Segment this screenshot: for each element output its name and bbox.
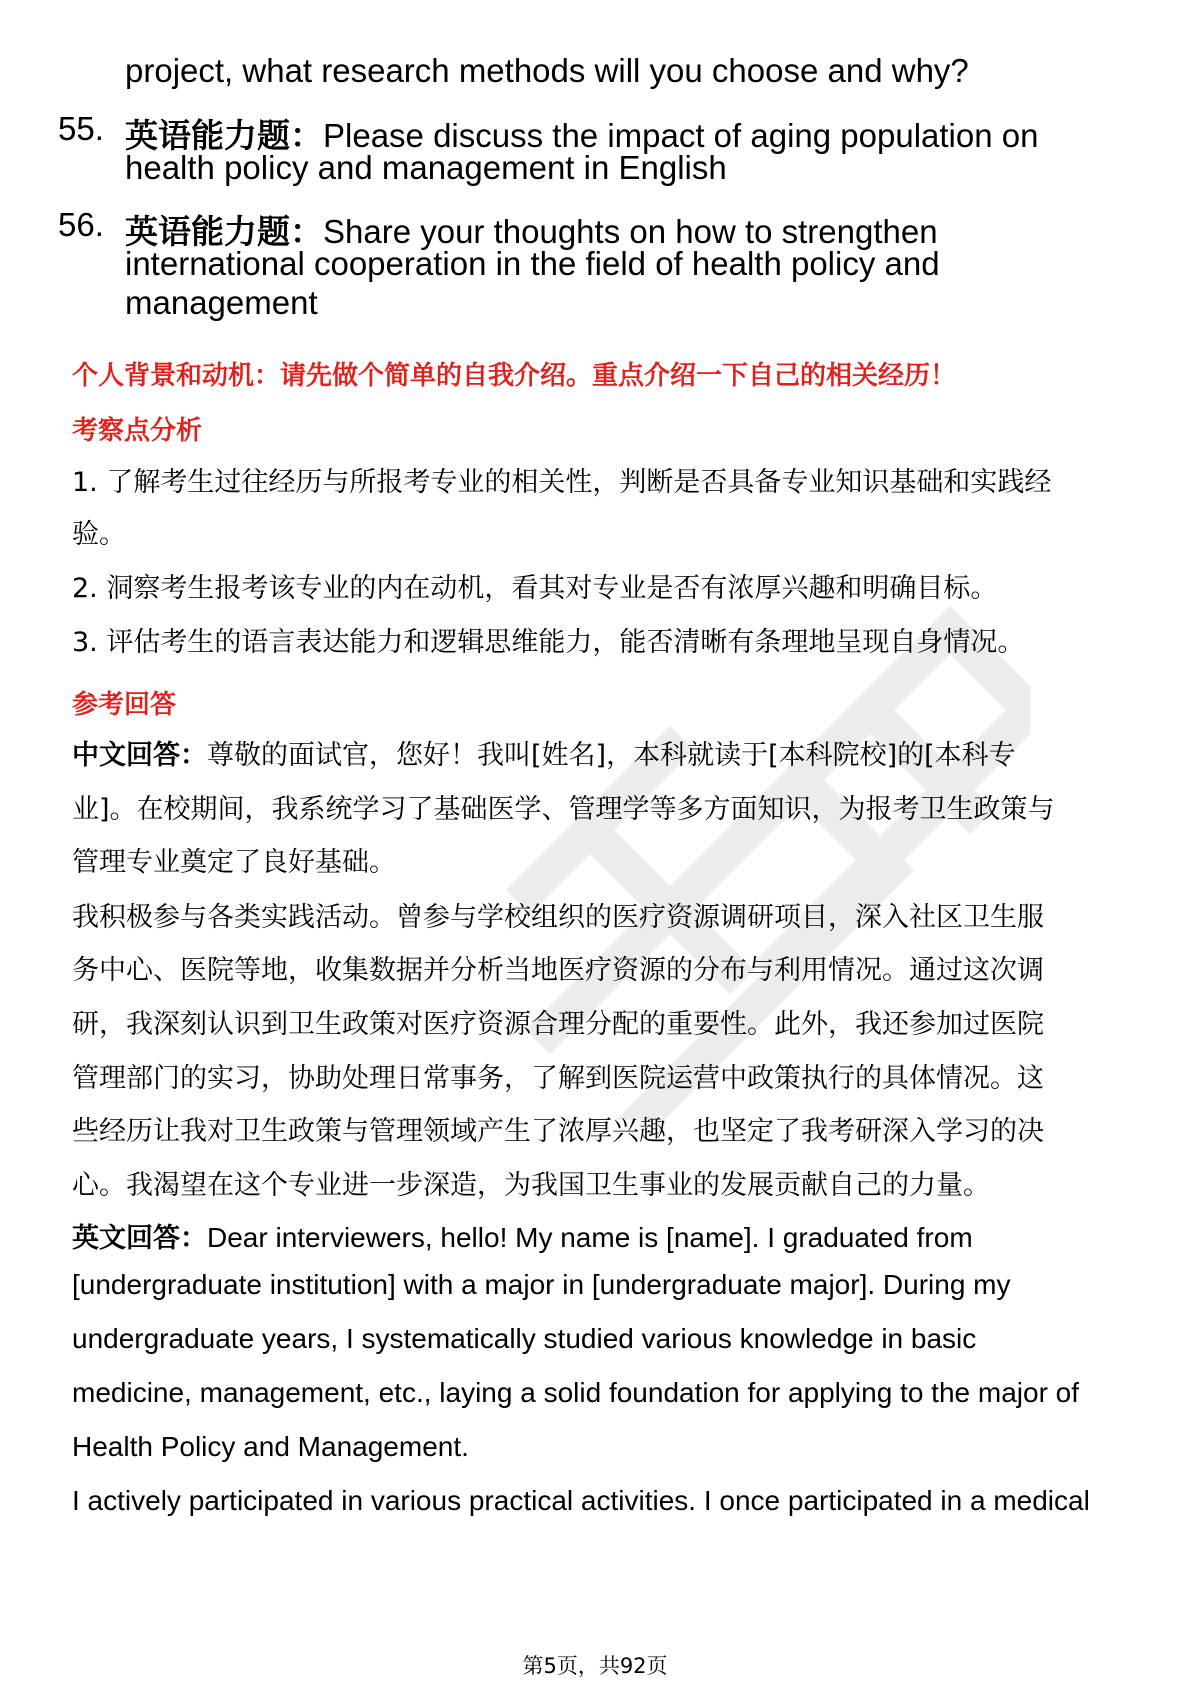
question-55-text: Please discuss the impact of aging population on [323,117,1039,154]
question-56-line-2: international cooperation in the field of health policy and [125,245,940,282]
analysis-line: 验。 [72,519,126,550]
cn-answer-text: 尊敬的面试官，您好！我叫[姓名]，本科就读于[本科院校]的[本科专 [207,740,1016,771]
section-title: 个人背景和动机：请先做个简单的自我介绍。重点介绍一下自己的相关经历！ [72,361,957,391]
en-answer-label: 英文回答： [72,1223,207,1254]
cn-answer-line: 务中心、医院等地，收集数据并分析当地医疗资源的分布与利用情况。通过这次调 [72,955,1044,986]
en-answer-line: Health Policy and Management. [72,1431,469,1462]
en-answer-line: undergraduate years, I systematically studied various knowledge in basic [72,1323,977,1354]
cn-answer-label: 中文回答： [72,740,207,771]
cn-answer-line: 管理专业奠定了良好基础。 [72,847,396,878]
analysis-line: 2. 洞察考生报考该专业的内在动机，看其对专业是否有浓厚兴趣和明确目标。 [72,573,998,604]
cn-answer-line: 业]。在校期间，我系统学习了基础医学、管理学等多方面知识，为报考卫生政策与 [72,794,1055,825]
cn-answer-line: 我积极参与各类实践活动。曾参与学校组织的医疗资源调研项目，深入社区卫生服 [72,902,1044,933]
question-56-number: 56. [58,206,104,243]
analysis-line: 3. 评估考生的语言表达能力和逻辑思维能力，能否清晰有条理地呈现自身情况。 [72,627,1025,658]
question-56-tag: 英语能力题： [125,212,323,251]
en-answer-line: [undergraduate institution] with a major in [undergraduate major]. During my [72,1269,1011,1300]
question-56-text: Share your thoughts on how to strengthen [323,213,938,250]
cn-answer-line: 些经历让我对卫生政策与管理领域产生了浓厚兴趣，也坚定了我考研深入学习的决 [72,1116,1044,1147]
cn-answer-line: 管理部门的实习，协助处理日常事务，了解到医院运营中政策执行的具体情况。这 [72,1063,1044,1094]
answer-heading: 参考回答 [72,690,177,720]
page-number-footer: 第5页，共92页 [522,1654,668,1678]
cn-answer-line: 研，我深刻认识到卫生政策对医疗资源合理分配的重要性。此外，我还参加过医院 [72,1009,1044,1040]
analysis-line: 1. 了解考生过往经历与所报考专业的相关性，判断是否具备专业知识基础和实践经 [72,467,1052,498]
cn-answer-line [72,733,1016,772]
en-answer-line: medicine, management, etc., laying a solid foundation for applying to the major of [72,1377,1080,1408]
en-answer-line: I actively participated in various practical activities. I once participated in a medical [72,1485,1090,1516]
en-answer-text: Dear interviewers, hello! My name is [name]. I graduated from [207,1222,973,1253]
question-55-line-2: health policy and management in English [125,149,727,186]
question-55-tag: 英语能力题： [125,116,323,155]
question-55-number: 55. [58,110,104,147]
analysis-heading: 考察点分析 [72,416,203,446]
question-56-line-3: management [125,284,318,321]
cn-answer-line: 心。我渴望在这个专业进一步深造，为我国卫生事业的发展贡献自己的力量。 [72,1170,990,1201]
question-54-tail: project, what research methods will you choose and why? [125,52,969,89]
en-answer-line [72,1216,973,1255]
